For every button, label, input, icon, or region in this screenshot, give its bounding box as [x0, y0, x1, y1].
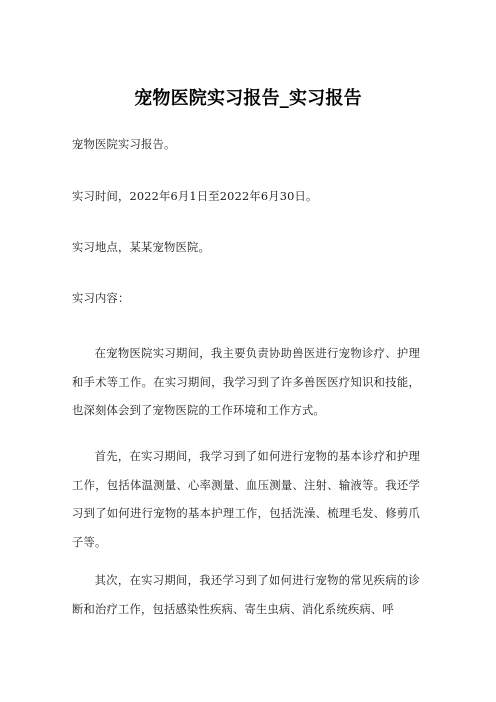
internship-time-line: 实习时间，2022年6月1日至2022年6月30日。: [72, 190, 318, 203]
paragraph-overview: 在宠物医院实习期间，我主要负责协助兽医进行宠物诊疗、护理和手术等工作。在实习期间，我学习到了许多兽医医疗知识和技能，也深刻体会到了宠物医院的工作环境和工作方式。: [72, 347, 420, 417]
intro-line: 宠物医院实习报告。: [72, 138, 176, 151]
internship-content-heading: 实习内容：: [72, 292, 130, 305]
document-title: 宠物医院实习报告_实习报告: [134, 88, 362, 109]
internship-location-line: 实习地点，某某宠物医院。: [72, 241, 210, 254]
paragraph-diseases: 其次，在实习期间，我还学习到了如何进行宠物的常见疾病的诊断和治疗工作，包括感染性疾病、寄生虫病、消化系统疾病、呼: [72, 574, 420, 616]
paragraph-basic-care: 首先，在实习期间，我学习到了如何进行宠物的基本诊疗和护理工作，包括体温测量、心率测量、血压测量、注射、输液等。我还学习到了如何进行宠物的基本护理工作，包括洗澡、梳理毛发、修剪爪子等。: [72, 450, 420, 549]
